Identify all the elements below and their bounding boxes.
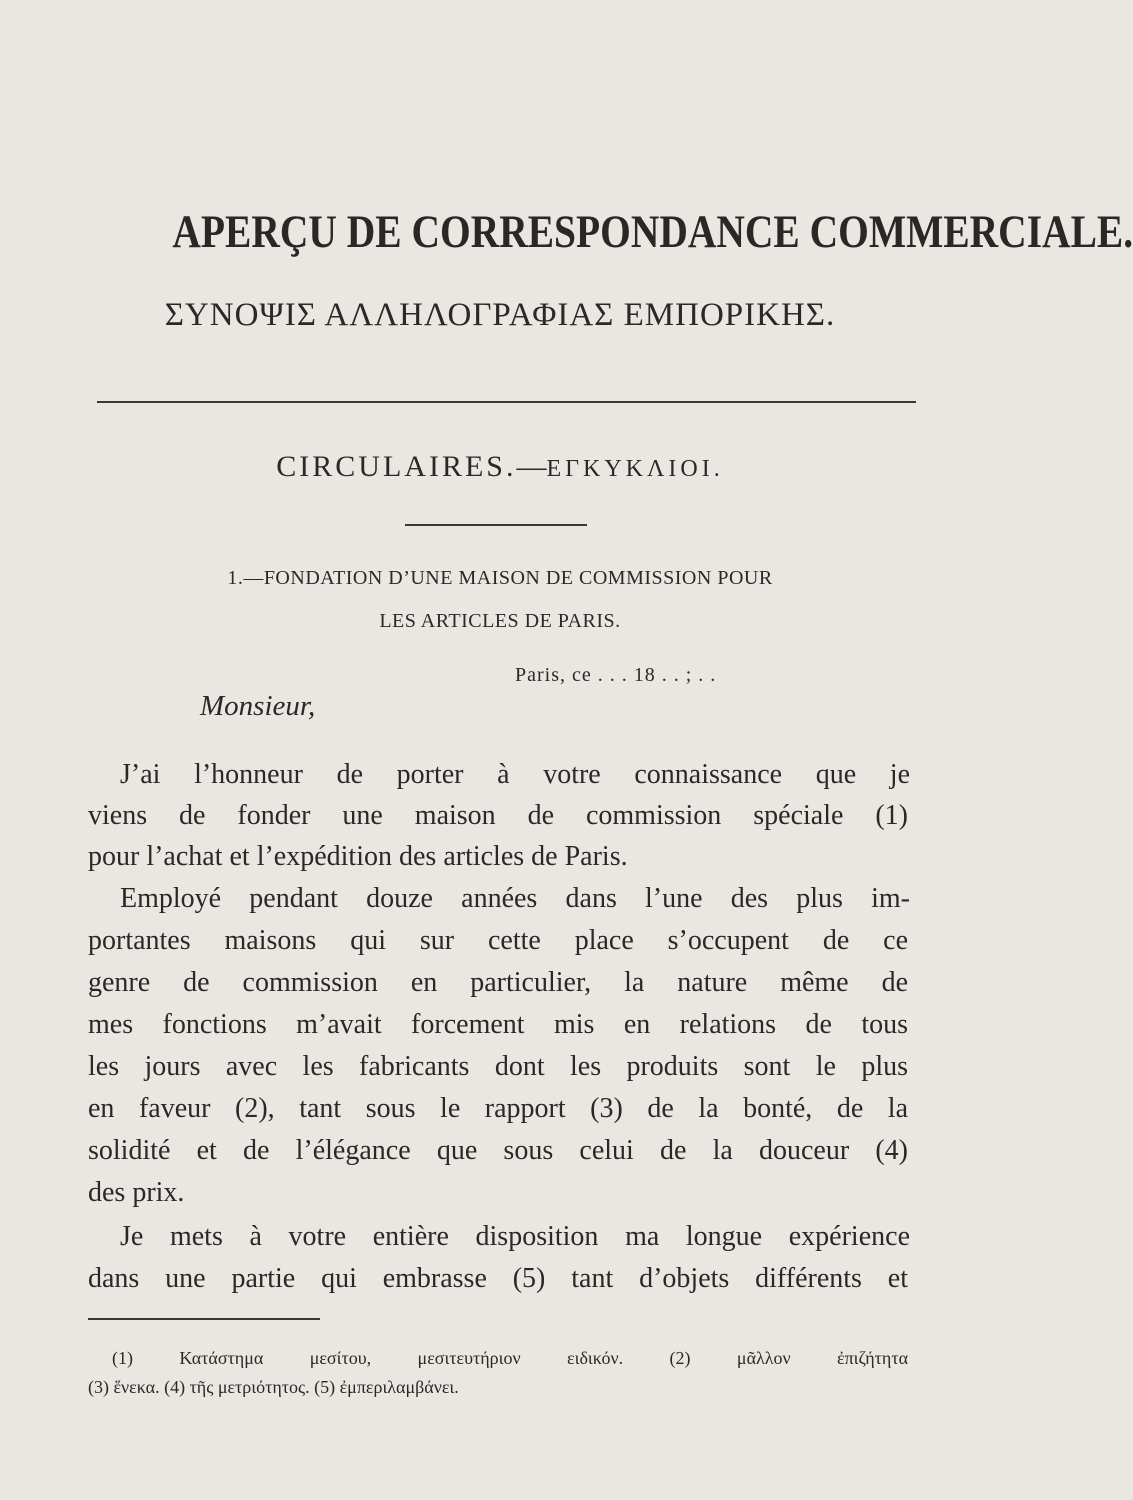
body-line: portantes maisons qui sur cette place s’occupent de ce — [88, 925, 908, 956]
section-heading-greek: ΕΓΚΥΚΛΙΟΙ. — [546, 456, 724, 482]
body-line: mes fonctions m’avait forcement mis en relations de tous — [88, 1009, 908, 1040]
section-heading-french: CIRCULAIRES. — [276, 450, 517, 483]
body-line: J’ai l’honneur de porter à votre connaissance que je — [120, 759, 910, 790]
body-line: pour l’achat et l’expédition des articles de Paris. — [88, 841, 628, 872]
title-divider — [97, 401, 916, 403]
body-line: solidité et de l’élégance que sous celui de la douceur (4) — [88, 1135, 908, 1166]
body-line: Je mets à votre entière disposition ma longue expérience — [120, 1221, 910, 1252]
body-line: dans une partie qui embrasse (5) tant d’objets différents et — [88, 1263, 908, 1294]
body-line: viens de fonder une maison de commission spéciale (1) — [88, 800, 908, 831]
body-line: des prix. — [88, 1177, 185, 1208]
body-line: Employé pendant douze années dans l’une des plus im- — [120, 883, 910, 914]
dateline: Paris, ce . . . 18 . . ; . . — [515, 664, 717, 686]
footnote-divider — [88, 1318, 320, 1320]
section-divider — [405, 524, 587, 526]
section-heading-dash: — — [516, 450, 547, 483]
body-line: en faveur (2), tant sous le rapport (3) de la bonté, de la — [88, 1093, 908, 1124]
footnote-line: (3) ἕνεκα. (4) τῆς μετριότητος. (5) ἐμπεριλαμβάνει. — [88, 1377, 459, 1397]
footnote-line: (1) Κατάστημα μεσίτου, μεσιτευτήριον ειδικόν. (2) μᾶλλον ἐπιζήτητα — [112, 1348, 908, 1368]
salutation: Monsieur, — [200, 690, 316, 722]
page-subtitle-greek: ΣΥΝΟΨΙΣ ΑΛΛΗΛΟΓΡΑΦΙΑΣ ΕΜΠΟΡΙΚΗΣ. — [164, 297, 836, 333]
body-line: genre de commission en particulier, la nature même de — [88, 967, 908, 998]
letter-heading-line-1: 1.—FONDATION D’UNE MAISON DE COMMISSION POUR — [227, 567, 773, 589]
letter-heading-line-2: LES ARTICLES DE PARIS. — [379, 610, 621, 632]
page-title: APERÇU DE CORRESPONDANCE COMMERCIALE. — [172, 206, 1133, 258]
body-line: les jours avec les fabricants dont les produits sont le plus — [88, 1051, 908, 1082]
section-heading — [100, 450, 900, 484]
